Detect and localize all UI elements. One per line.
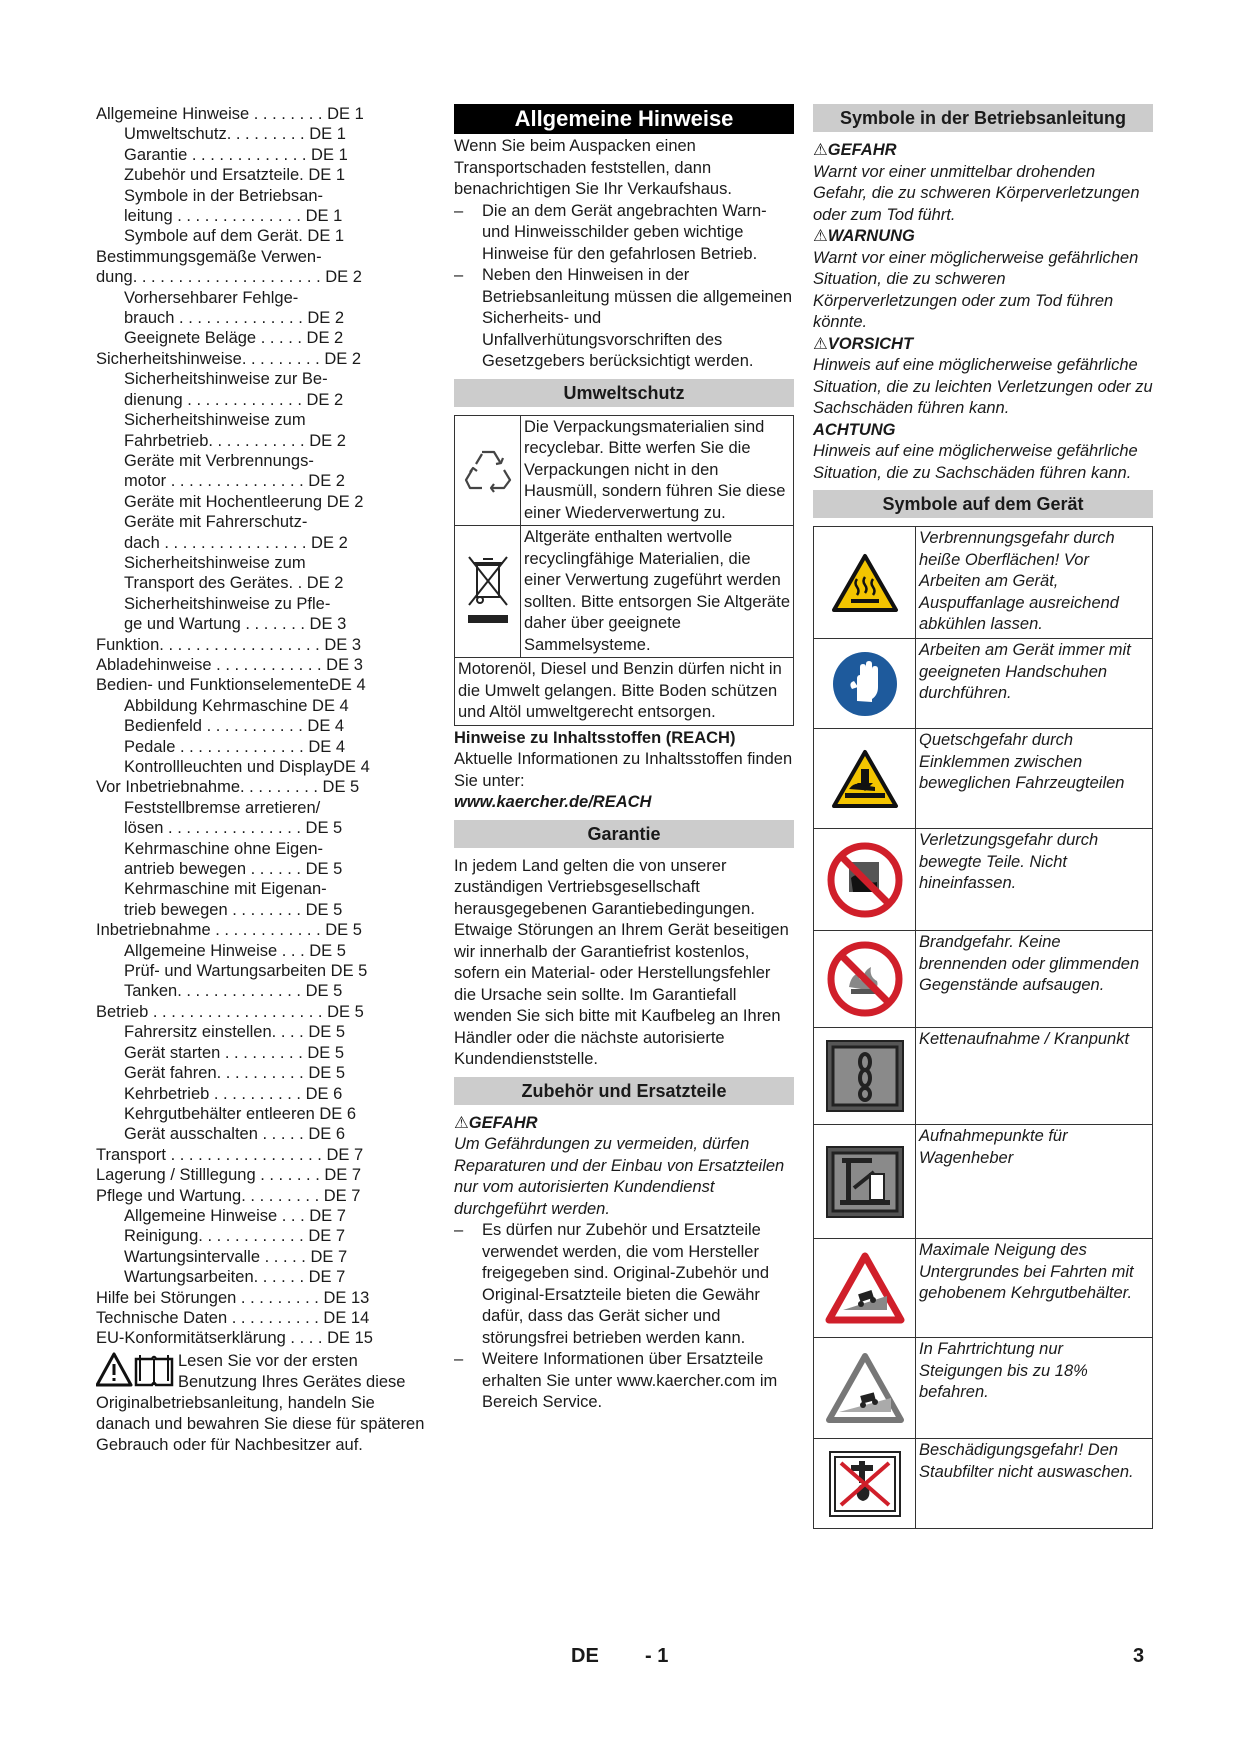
toc-entry: brauch . . . . . . . . . . . . . . DE 2 [124, 309, 345, 328]
toc-entry: Kehrmaschine mit Eigenan- [124, 880, 327, 899]
symbol-text: Kettenaufnahme / Kranpunkt [919, 1030, 1130, 1048]
toc-entry: Gerät fahren. . . . . . . . . . DE 5 [124, 1064, 346, 1083]
gefahr-label: ⚠GEFAHR [813, 141, 897, 159]
env-row-recycle [455, 416, 793, 527]
warnung-text: Warnt vor einer möglicherweise gefährlichen Situation, die zu schweren Körperverletzungen oder zum Tod führen könnte. [813, 248, 1139, 331]
toc-entry: Gerät starten . . . . . . . . . DE 5 [124, 1043, 345, 1062]
toc-entry: motor . . . . . . . . . . . . . . . DE 2 [124, 472, 345, 491]
footer-language: DE [571, 1645, 599, 1667]
toc-entry: leitung . . . . . . . . . . . . . . DE 1 [124, 207, 343, 226]
toc-entry: Geräte mit Hochentleerung DE 2 [124, 492, 364, 511]
symbol-row [814, 829, 1152, 931]
toc-entry: Sicherheitshinweise zur Be- [124, 370, 328, 389]
read-manual-note: Lesen Sie vor der ersten Benutzung Ihres Gerätes diese Originalbetriebsanleitung, handeln Sie danach und bewahren Sie diese für späteren Gebrauch oder für Nachbesitzer auf. [96, 1351, 425, 1454]
crush-hazard-icon [814, 729, 916, 828]
toc-entry: Betrieb . . . . . . . . . . . . . . . . . . . DE 5 [96, 1002, 364, 1021]
toc-entry: Garantie . . . . . . . . . . . . . DE 1 [124, 145, 348, 164]
env-text-weee: Altgeräte enthalten wertvolle recyclingfähige Materialien, die einer Verwertung zugeführt werden sollten. Bitte entsorgen Sie Altgeräte daher über geeignete Sammelsysteme. [524, 528, 790, 654]
toc-entry: Bedien- und FunktionselementeDE 4 [96, 676, 366, 695]
symbol-row [814, 931, 1152, 1028]
achtung-text: Hinweis auf eine möglicherweise gefährliche Situation, die zu Sachschäden führen kann. [813, 442, 1138, 482]
toc-entry: Wartungsintervalle . . . . . DE 7 [124, 1247, 348, 1266]
column-symbols [813, 104, 1153, 1529]
toc-entry: antrieb bewegen . . . . . . DE 5 [124, 860, 343, 879]
achtung-label: ACHTUNG [813, 420, 896, 439]
table-of-contents [96, 104, 426, 1456]
warning-triangle-icon: ⚠ [813, 334, 828, 353]
reach-text: Aktuelle Informationen zu Inhaltsstoffen finden Sie unter: [454, 750, 793, 790]
env-row-weee [455, 526, 793, 658]
environment-table [454, 415, 794, 726]
symbol-text: Arbeiten am Gerät immer mit geeigneten Handschuhen durchführen. [919, 641, 1131, 702]
chain-crane-point-icon [814, 1028, 916, 1124]
toc-entry: Umweltschutz. . . . . . . . . DE 1 [124, 125, 346, 144]
warning-triangle-icon: ⚠ [813, 141, 828, 159]
symbol-row [814, 729, 1152, 829]
toc-entry: Vor Inbetriebnahme. . . . . . . . . DE 5 [96, 778, 360, 797]
toc-entry: Bestimmungsgemäße Verwen- [96, 247, 322, 266]
toc-entry: dach . . . . . . . . . . . . . . . . DE 2 [124, 533, 348, 552]
section-title-accessories: Zubehör und Ersatzteile [454, 1077, 794, 1105]
symbol-text: Aufnahmepunkte für Wagenheber [919, 1127, 1068, 1167]
section-title-environment: Umweltschutz [454, 379, 794, 407]
bullet-item: – Die an dem Gerät angebrachten Warn- und Hinweisschilder geben wichtige Hinweise für den gefahrlosen Betrieb. [454, 201, 767, 263]
toc-entry: Kontrollleuchten und DisplayDE 4 [124, 758, 370, 776]
bullet-item: – Neben den Hinweisen in der Betriebsanleitung müssen die allgemeinen Sicherheits- und Unfallverhütungsvorschriften des Gesetzgebers berücksichtigt werden. [454, 266, 793, 370]
max-slope-hopper-icon [814, 1239, 916, 1337]
device-symbols-table [813, 526, 1153, 1529]
jack-point-icon [814, 1125, 916, 1238]
hot-surface-warning-icon [814, 527, 916, 638]
toc-entry: Fahrbetrieb. . . . . . . . . . . DE 2 [124, 431, 346, 450]
symbol-row [814, 1439, 1152, 1528]
symbol-text: Brandgefahr. Keine brennenden oder glimmenden Gegenstände aufsaugen. [919, 933, 1140, 994]
toc-entry: Pflege und Wartung. . . . . . . . . DE 7 [96, 1186, 361, 1205]
toc-entry: dienung . . . . . . . . . . . . . DE 2 [124, 390, 344, 409]
symbol-row [814, 1028, 1152, 1125]
toc-entry: Sicherheitshinweise zu Pfle- [124, 594, 331, 613]
symbol-text: Maximale Neigung des Untergrundes bei Fahrten mit gehobenem Kehrgutbehälter. [919, 1241, 1134, 1302]
gefahr-text: Warnt vor einer unmittelbar drohenden Gefahr, die zu schweren Körperverletzungen oder zum Tod führt. [813, 162, 1140, 224]
section-title-manual-symbols: Symbole in der Betriebsanleitung [813, 104, 1153, 132]
symbol-row [814, 527, 1152, 639]
toc-entry: dung. . . . . . . . . . . . . . . . . . . . . DE 2 [96, 268, 362, 287]
symbol-text: In Fahrtrichtung nur Steigungen bis zu 18% befahren. [919, 1340, 1088, 1401]
toc-entry: Tanken. . . . . . . . . . . . . . DE 5 [124, 982, 343, 1001]
intro-text: Wenn Sie beim Auspacken einen Transportschaden feststellen, dann benachrichtigen Sie Ihr Verkaufshaus. [454, 137, 732, 198]
column-general [454, 104, 794, 1414]
warning-triangle-icon: ⚠ [813, 227, 828, 245]
toc-entry: Technische Daten . . . . . . . . . . DE 14 [96, 1308, 370, 1327]
symbol-text: Beschädigungsgefahr! Den Staubfilter nicht auswaschen. [919, 1441, 1134, 1481]
toc-entry: Sicherheitshinweise zum [124, 411, 306, 430]
bullet-item: – Es dürfen nur Zubehör und Ersatzteile verwendet werden, die vom Hersteller freigegeben sind. Original-Zubehör und Original-Ersatzteile bieten die Gewähr dafür, dass das Gerät sicher und störungsfrei betrieben werden kann. [454, 1221, 770, 1347]
toc-entry: Hilfe bei Störungen . . . . . . . . . DE 13 [96, 1288, 370, 1307]
symbol-row [814, 1338, 1152, 1439]
reach-link[interactable]: www.kaercher.de/REACH [454, 793, 652, 811]
toc-entry: Transport des Gerätes. . DE 2 [124, 574, 344, 593]
env-text-oil: Motorenöl, Diesel und Benzin dürfen nicht in die Umwelt gelangen. Bitte Boden schützen und Altöl umweltgerecht entsorgen. [458, 660, 782, 721]
toc-entry: Wartungsarbeiten. . . . . . DE 7 [124, 1268, 346, 1287]
toc-entry: Feststellbremse arretieren/ [124, 798, 321, 817]
toc-entry: EU-Konformitätserklärung . . . . DE 15 [96, 1329, 373, 1348]
symbol-row [814, 639, 1152, 729]
toc-entry: Kehrgutbehälter entleeren DE 6 [124, 1104, 357, 1123]
toc-entry: Geräte mit Verbrennungs- [124, 451, 314, 470]
toc-entry: Inbetriebnahme . . . . . . . . . . . . DE 5 [96, 921, 362, 940]
toc-entry: Pedale . . . . . . . . . . . . . . DE 4 [124, 737, 346, 756]
warning-triangle-icon: ⚠ [454, 1113, 469, 1132]
crossed-bin-icon [455, 526, 521, 657]
section-title-device-symbols: Symbole auf dem Gerät [813, 490, 1153, 518]
toc-entry: Abbildung Kehrmaschine DE 4 [124, 696, 349, 715]
toc-entry: Geeignete Beläge . . . . . DE 2 [124, 329, 344, 348]
toc-entry: Allgemeine Hinweise . . . DE 7 [124, 1206, 346, 1225]
danger-label: ⚠GEFAHR [454, 1113, 538, 1132]
warnung-label: ⚠WARNUNG [813, 227, 915, 245]
toc-entry: Reinigung. . . . . . . . . . . . DE 7 [124, 1227, 346, 1246]
no-reach-in-icon [814, 829, 916, 930]
bullet-item: – Weitere Informationen über Ersatzteile erhalten Sie unter www.kaercher.com im Bereich Service. [454, 1350, 778, 1411]
symbol-text: Verbrennungsgefahr durch heiße Oberflächen! Vor Arbeiten am Gerät, Auspuffanlage ausreichend abkühlen lassen. [919, 529, 1119, 633]
footer-page-ref: - 1 [645, 1645, 669, 1667]
toc-entry: ge und Wartung . . . . . . . DE 3 [124, 615, 347, 634]
toc-entry: Funktion. . . . . . . . . . . . . . . . . . DE 3 [96, 635, 361, 654]
toc-entry: Allgemeine Hinweise . . . DE 5 [124, 941, 346, 960]
toc-entry: Allgemeine Hinweise . . . . . . . . DE 1 [96, 105, 364, 123]
env-text-recycle: Die Verpackungsmaterialien sind recyclebar. Bitte werfen Sie die Verpackungen nicht in den Hausmüll, sondern führen Sie diese einer Wiederverwertung zu. [524, 417, 786, 522]
reach-title: Hinweise zu Inhaltsstoffen (REACH) [454, 728, 736, 747]
read-manual-icon [96, 1351, 174, 1389]
toc-entry: Geräte mit Fahrerschutz- [124, 513, 308, 532]
toc-entry: Vorhersehbarer Fehlge- [124, 288, 299, 307]
symbol-row [814, 1239, 1152, 1338]
toc-entry: Sicherheitshinweise. . . . . . . . . DE 2 [96, 349, 362, 368]
toc-entry: Symbole in der Betriebsan- [124, 186, 324, 205]
max-gradient-icon [814, 1338, 916, 1438]
toc-entry: Sicherheitshinweise zum [124, 553, 306, 572]
recycle-icon [455, 416, 521, 526]
toc-entry: Lagerung / Stilllegung . . . . . . . DE 7 [96, 1166, 362, 1185]
toc-entry: Fahrersitz einstellen. . . . DE 5 [124, 1023, 346, 1042]
section-title-general: Allgemeine Hinweise [454, 104, 794, 134]
toc-entry: Prüf- und Wartungsarbeiten DE 5 [124, 962, 368, 981]
symbol-text: Verletzungsgefahr durch bewegte Teile. Nicht hineinfassen. [919, 831, 1099, 892]
env-row-oil [455, 658, 793, 725]
section-title-warranty: Garantie [454, 820, 794, 848]
warranty-text: In jedem Land gelten die von unserer zuständigen Vertriebsgesellschaft herausgegebenen Garantiebedingungen. Etwaige Störungen an Ihrem Gerät beseitigen wir innerhalb der Garantiefrist kostenlos, sofern ein Material- oder Herstellungsfehler die Ursache sein sollte. Im Garantiefall wenden Sie sich bitte mit Kaufbeleg an Ihren Händler oder die nächste autorisierte Kundendienststelle. [454, 856, 789, 1068]
vorsicht-text: Hinweis auf eine möglicherweise gefährliche Situation, die zu leichten Verletzungen oder zu Sachschäden führen kann. [813, 356, 1153, 417]
toc-entry: Bedienfeld . . . . . . . . . . . DE 4 [124, 717, 345, 736]
symbol-text: Quetschgefahr durch Einklemmen zwischen beweglichen Fahrzeugteilen [919, 731, 1125, 792]
symbol-row [814, 1125, 1152, 1239]
toc-entry: Kehrmaschine ohne Eigen- [124, 839, 324, 858]
toc-entry: Transport . . . . . . . . . . . . . . . . . DE 7 [96, 1145, 364, 1164]
no-wash-filter-icon [814, 1439, 916, 1528]
accessories-warning: Um Gefährdungen zu vermeiden, dürfen Reparaturen und der Einbau von Ersatzteilen nur vom autorisierten Kundendienst durchgeführt werden. [454, 1135, 785, 1218]
gloves-mandatory-icon [814, 639, 916, 728]
no-burning-objects-icon [814, 931, 916, 1027]
toc-entry: Kehrbetrieb . . . . . . . . . . DE 6 [124, 1084, 343, 1103]
toc-entry: trieb bewegen . . . . . . . . DE 5 [124, 900, 343, 919]
page-number: 3 [1133, 1645, 1145, 1667]
toc-entry: Abladehinweise . . . . . . . . . . . . DE 3 [96, 655, 363, 674]
toc-entry: Zubehör und Ersatzteile. DE 1 [124, 166, 346, 185]
toc-entry: lösen . . . . . . . . . . . . . . . DE 5 [124, 819, 343, 838]
toc-entry: Gerät ausschalten . . . . . DE 6 [124, 1125, 346, 1144]
vorsicht-label: ⚠VORSICHT [813, 334, 914, 353]
toc-entry: Symbole auf dem Gerät. DE 1 [124, 227, 345, 246]
